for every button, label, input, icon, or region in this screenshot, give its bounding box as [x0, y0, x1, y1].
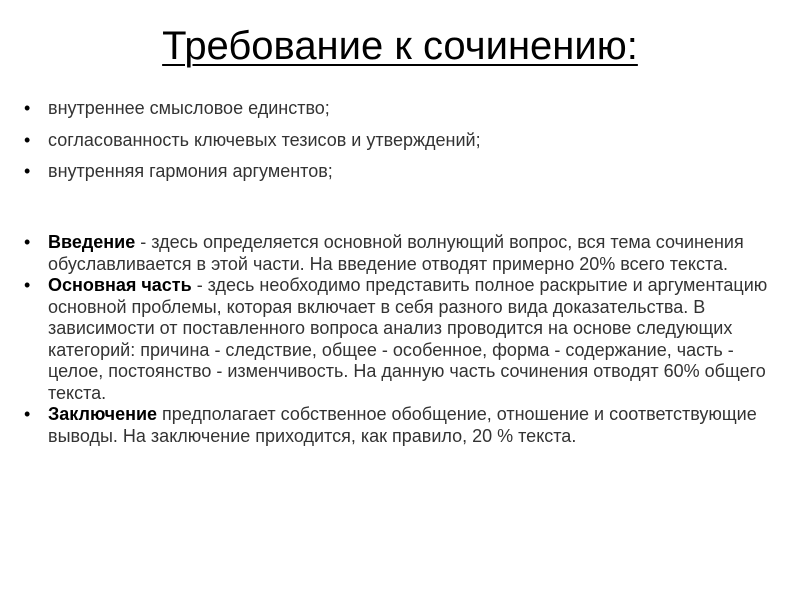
list-item	[24, 98, 784, 120]
bullet-icon: •	[24, 161, 31, 181]
list-item	[24, 404, 784, 447]
requirement-text: внутренняя гармония аргументов;	[48, 161, 333, 181]
list-item	[24, 275, 784, 404]
bullet-icon: •	[24, 98, 31, 118]
list-item	[24, 161, 784, 183]
bullet-icon: •	[24, 275, 31, 295]
section-term-conclusion: Заключение	[48, 404, 158, 424]
sections-list	[24, 232, 784, 447]
section-text-introduction: - здесь определяется основной волнующий вопрос, вся тема сочинения обуславливается в этой части. На введение отводят примерно 20% всего текста.	[48, 232, 744, 274]
section-term-introduction: Введение	[48, 232, 136, 252]
section-text-main-part: - здесь необходимо представить полное раскрытие и аргументацию основной проблемы, которая включает в себя разного вида доказательства. В зависимости от поставленного вопроса анализ проводится на основе следующих категорий: причина - следствие, общее - особенное, форма - содержание, часть - целое, постоянство - изменчивость. На данную часть сочинения отводят 60% общего текста.	[48, 275, 768, 403]
requirement-text: внутреннее смысловое единство;	[48, 98, 330, 118]
bullet-icon: •	[24, 129, 31, 150]
bullet-icon: •	[24, 232, 31, 252]
requirements-list	[24, 98, 784, 193]
list-item	[24, 130, 784, 152]
requirement-text: согласованность ключевых тезисов и утверждений;	[48, 129, 481, 150]
bullet-icon: •	[24, 404, 31, 424]
page-title: Требование к сочинению:	[162, 24, 638, 68]
list-item	[24, 232, 784, 275]
section-text-conclusion: предполагает собственное обобщение, отношение и соответствующие выводы. На заключение приходится, как правило, 20 % текста.	[48, 404, 757, 446]
section-term-main-part: Основная часть	[48, 275, 192, 295]
